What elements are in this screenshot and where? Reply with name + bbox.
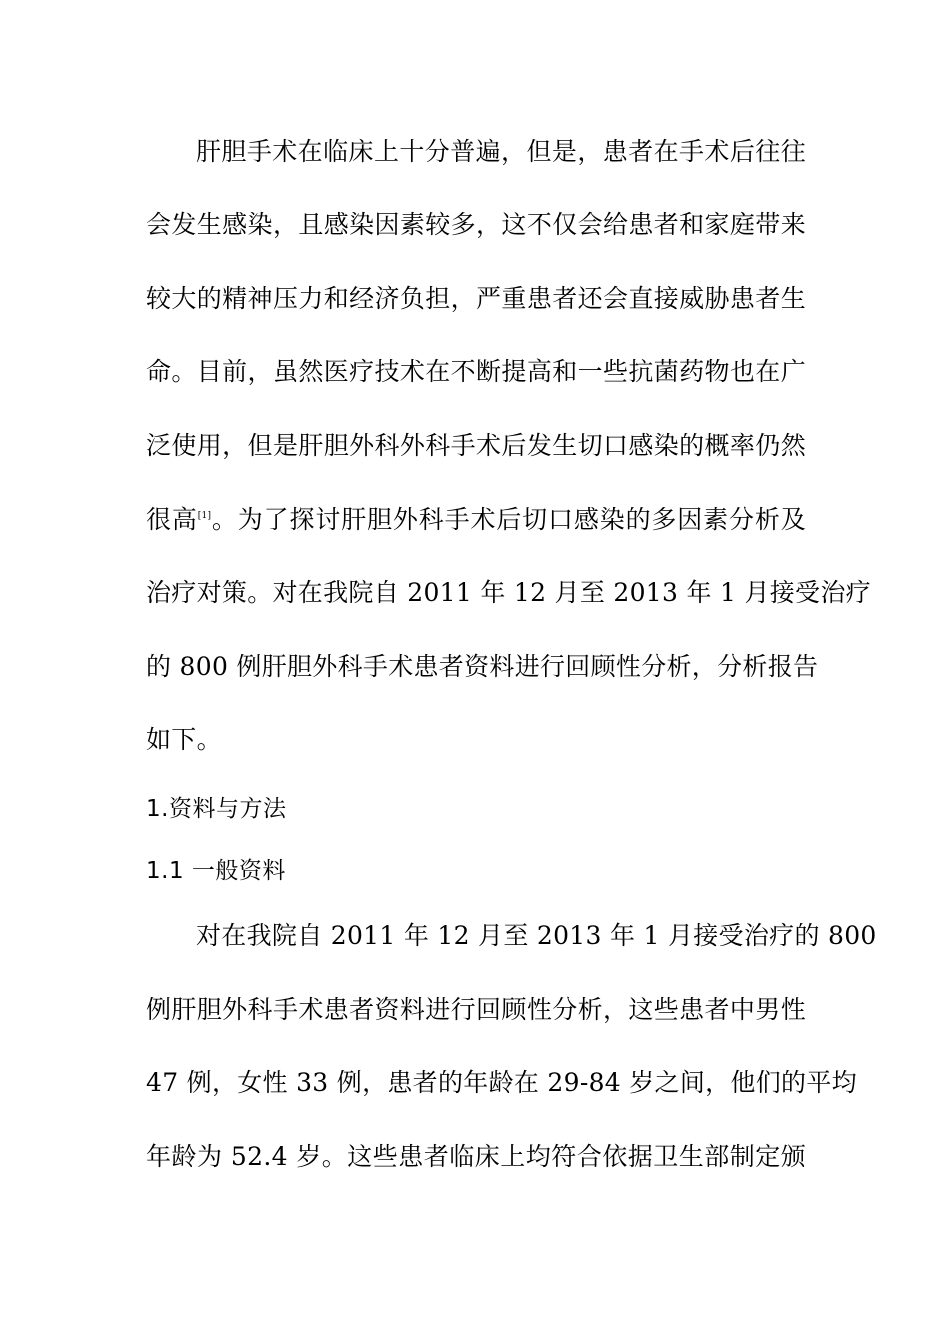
- citation-marker: [1]: [197, 511, 212, 521]
- paragraph-2-line-1: 对在我院自 2011 年 12 月至 2013 年 1 月接受治疗的 800: [196, 921, 877, 950]
- paragraph-2-line-4: 年龄为 52.4 岁。这些患者临床上均符合依据卫生部制定颁: [146, 1142, 806, 1171]
- paragraph-1-line-3: 较大的精神压力和经济负担，严重患者还会直接威胁患者生: [146, 284, 806, 313]
- section-heading-1: 1.资料与方法: [146, 796, 287, 822]
- subsection-heading-1-1: 1.1 一般资料: [146, 858, 286, 884]
- paragraph-1-line-4: 命。目前，虽然医疗技术在不断提高和一些抗菌药物也在广: [146, 357, 806, 386]
- paragraph-1-line-1: 肝胆手术在临床上十分普遍，但是，患者在手术后往往: [196, 137, 806, 166]
- paragraph-1-line-2: 会发生感染，且感染因素较多，这不仅会给患者和家庭带来: [146, 210, 806, 239]
- paragraph-1-line-6-text-b: 。为了探讨肝胆外科手术后切口感染的多因素分析及: [211, 505, 806, 534]
- paragraph-2-line-2: 例肝胆外科手术患者资料进行回顾性分析，这些患者中男性: [146, 995, 806, 1024]
- paragraph-2-line-3: 47 例，女性 33 例，患者的年龄在 29-84 岁之间，他们的平均: [146, 1068, 857, 1097]
- paragraph-1-line-9: 如下。: [146, 725, 222, 754]
- paragraph-1-line-8: 的 800 例肝胆外科手术患者资料进行回顾性分析，分析报告: [146, 652, 819, 681]
- paragraph-1-line-6-text-a: 很高: [146, 505, 198, 534]
- paragraph-1-line-7: 治疗对策。对在我院自 2011 年 12 月至 2013 年 1 月接受治疗: [146, 578, 871, 607]
- paragraph-1-line-6: [146, 504, 806, 536]
- paragraph-1-line-5: 泛使用，但是肝胆外科外科手术后发生切口感染的概率仍然: [146, 431, 806, 460]
